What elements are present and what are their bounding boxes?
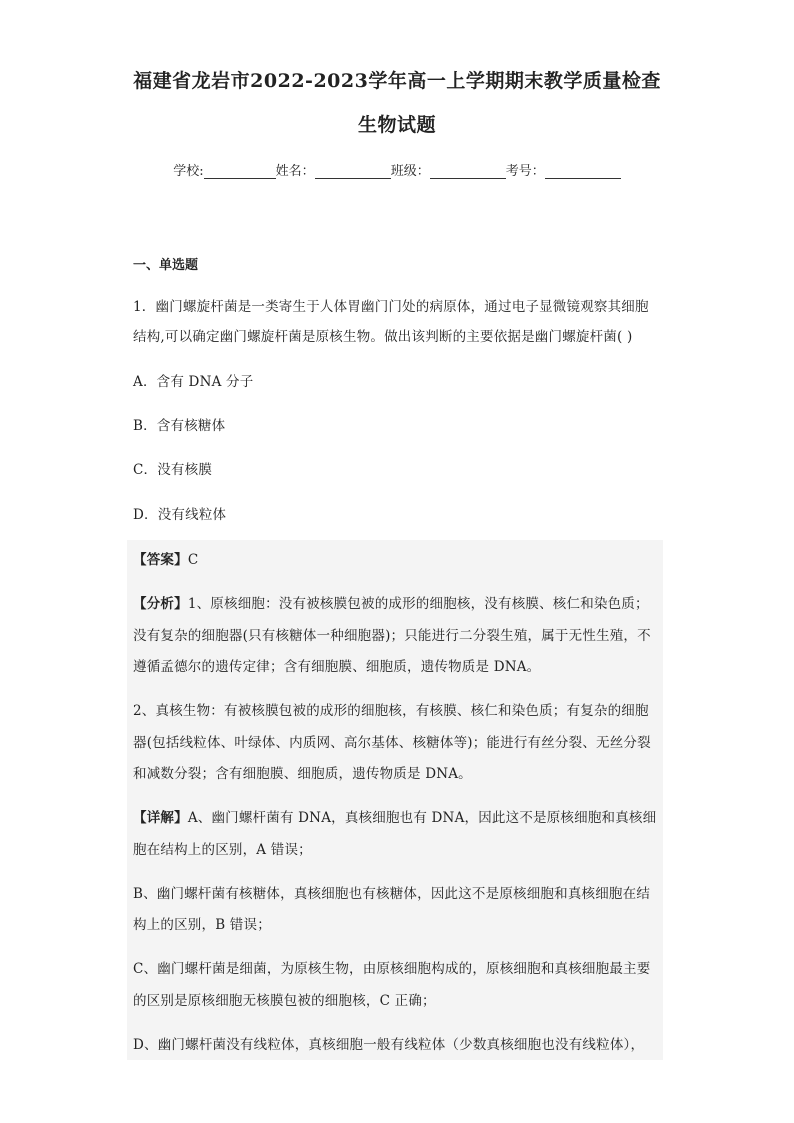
detail-line-1 bbox=[133, 806, 656, 826]
name-label: 姓名： bbox=[275, 164, 315, 179]
class-blank[interactable] bbox=[430, 164, 506, 179]
analysis-line-6: 和减数分裂；含有细胞膜、细胞质，遗传物质是 DNA。 bbox=[133, 766, 472, 782]
document-title: 福建省龙岩市2022-2023学年高一上学期期末教学质量检查 bbox=[133, 70, 661, 92]
analysis-line-2: 没有复杂的细胞器(只有核糖体一种细胞器)；只能进行二分裂生殖，属于无性生殖，不 bbox=[133, 628, 651, 644]
detail-line-4: 构上的区别，B 错误； bbox=[133, 917, 271, 933]
question-stem-line-2: 结构,可以确定幽门螺旋杆菌是原核生物。做出该判断的主要依据是幽门螺旋杆菌( ) bbox=[133, 329, 633, 345]
detail-text-1: A、幽门螺杆菌有 DNA，真核细胞也有 DNA，因此这不是原核细胞和真核细 bbox=[187, 810, 657, 826]
exam-no-label: 考号： bbox=[505, 164, 545, 179]
school-label: 学校: bbox=[173, 164, 204, 179]
exam-no-blank[interactable] bbox=[545, 164, 621, 179]
option-b: B．含有核糖体 bbox=[133, 418, 226, 434]
question-stem-line-1: 1．幽门螺旋杆菌是一类寄生于人体胃幽门门处的病原体，通过电子显微镜观察其细胞 bbox=[133, 299, 649, 315]
class-label: 班级： bbox=[390, 164, 430, 179]
analysis-text-1: 1、原核细胞：没有被核膜包被的成形的细胞核，没有核膜、核仁和染色质； bbox=[187, 596, 649, 612]
answer-value: C bbox=[187, 552, 199, 568]
detail-label: 【详解】 bbox=[133, 810, 188, 826]
document-subtitle: 生物试题 bbox=[357, 114, 436, 136]
analysis-line-4: 2、真核生物：有被核膜包被的成形的细胞核，有核膜、核仁和染色质；有复杂的细胞 bbox=[133, 703, 649, 719]
analysis-line-5: 器(包括线粒体、叶绿体、内质网、高尔基体、核糖体等)；能进行有丝分裂、无丝分裂 bbox=[133, 735, 651, 751]
detail-line-3: B、幽门螺杆菌有核糖体，真核细胞也有核糖体，因此这不是原核细胞和真核细胞在结 bbox=[133, 886, 651, 902]
option-a: A．含有 DNA 分子 bbox=[133, 374, 254, 390]
option-d: D．没有线粒体 bbox=[133, 507, 227, 523]
analysis-label: 【分析】 bbox=[133, 596, 188, 612]
section-heading: 一、单选题 bbox=[133, 258, 199, 273]
answer-panel bbox=[127, 540, 663, 1060]
analysis-line-3: 遵循孟德尔的遗传定律；含有细胞膜、细胞质，遗传物质是 DNA。 bbox=[133, 659, 541, 675]
detail-line-6: 的区别是原核细胞无核膜包被的细胞核，C 正确； bbox=[133, 993, 436, 1009]
answer-line bbox=[133, 548, 198, 568]
detail-line-7: D、幽门螺杆菌没有线粒体，真核细胞一般有线粒体（少数真核细胞也没有线粒体）， bbox=[133, 1037, 645, 1053]
student-info-line bbox=[0, 160, 794, 179]
analysis-line-1 bbox=[133, 592, 649, 612]
school-blank[interactable] bbox=[204, 164, 276, 179]
option-c: C．没有核膜 bbox=[133, 462, 213, 478]
detail-line-5: C、幽门螺杆菌是细菌，为原核生物，由原核细胞构成的，原核细胞和真核细胞最主要 bbox=[133, 961, 651, 977]
name-blank[interactable] bbox=[315, 164, 391, 179]
answer-label: 【答案】 bbox=[133, 552, 188, 568]
detail-line-2: 胞在结构上的区别，A 错误； bbox=[133, 842, 312, 858]
